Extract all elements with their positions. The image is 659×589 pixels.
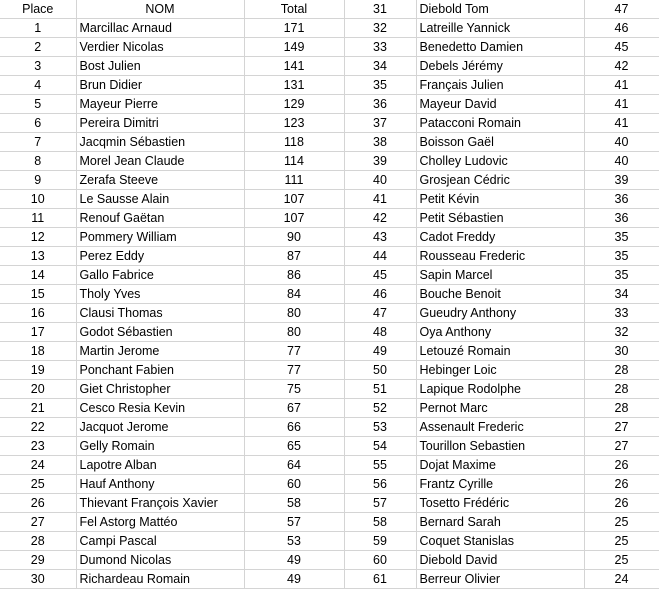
total-cell[interactable]: 49 [244,570,344,589]
table-row [0,133,659,152]
place-cell[interactable]: 52 [344,399,416,418]
table-row [0,342,659,361]
place-cell[interactable]: 36 [344,95,416,114]
name-cell[interactable]: Coquet Stanislas [416,532,584,551]
name-cell[interactable]: Français Julien [416,76,584,95]
table-row [0,247,659,266]
name-cell[interactable]: Patacconi Romain [416,114,584,133]
place-cell[interactable]: 2 [0,38,76,57]
name-cell[interactable]: Bost Julien [76,57,244,76]
name-cell[interactable]: Pernot Marc [416,399,584,418]
place-cell[interactable]: 32 [344,19,416,38]
place-cell[interactable]: 22 [0,418,76,437]
name-cell[interactable]: Cholley Ludovic [416,152,584,171]
name-cell[interactable]: Boisson Gaël [416,133,584,152]
total-cell[interactable]: 77 [244,361,344,380]
name-cell[interactable]: Thievant François Xavier [76,494,244,513]
place-cell[interactable]: 23 [0,437,76,456]
place-cell[interactable]: 48 [344,323,416,342]
place-cell[interactable]: 56 [344,475,416,494]
total-cell[interactable]: 36 [584,209,659,228]
table-row [0,399,659,418]
place-cell[interactable]: 3 [0,57,76,76]
name-cell[interactable]: Berreur Olivier [416,570,584,589]
total-cell[interactable]: 41 [584,114,659,133]
table-row [0,266,659,285]
total-cell[interactable]: 27 [584,418,659,437]
name-cell[interactable]: Godot Sébastien [76,323,244,342]
place-cell[interactable]: 60 [344,551,416,570]
place-cell[interactable]: 14 [0,266,76,285]
name-cell[interactable]: Richardeau Romain [76,570,244,589]
name-cell[interactable]: Tholy Yves [76,285,244,304]
name-cell[interactable]: Diebold Tom [416,0,584,19]
table-row [0,551,659,570]
name-cell[interactable]: Marcillac Arnaud [76,19,244,38]
name-cell[interactable]: Bernard Sarah [416,513,584,532]
total-cell[interactable]: 40 [584,152,659,171]
place-cell[interactable]: 11 [0,209,76,228]
total-cell[interactable]: 80 [244,304,344,323]
name-cell[interactable]: Fel Astorg Mattéo [76,513,244,532]
table-row [0,361,659,380]
place-cell[interactable]: 61 [344,570,416,589]
total-cell[interactable]: 25 [584,551,659,570]
total-cell[interactable]: 25 [584,532,659,551]
total-cell[interactable]: 39 [584,171,659,190]
total-cell[interactable]: 86 [244,266,344,285]
total-cell[interactable]: 80 [244,323,344,342]
total-cell[interactable]: 47 [584,0,659,19]
place-cell[interactable]: 31 [344,0,416,19]
total-cell[interactable]: 32 [584,323,659,342]
table-row [0,114,659,133]
table-row [0,570,659,589]
table-row [0,285,659,304]
name-cell[interactable]: Hebinger Loic [416,361,584,380]
place-cell[interactable]: 42 [344,209,416,228]
name-cell[interactable]: Petit Sébastien [416,209,584,228]
name-cell[interactable]: Pereira Dimitri [76,114,244,133]
header-nom[interactable]: NOM [76,0,244,19]
place-cell[interactable]: 21 [0,399,76,418]
name-cell[interactable]: Oya Anthony [416,323,584,342]
table-row [0,418,659,437]
total-cell[interactable]: 57 [244,513,344,532]
table-row [0,95,659,114]
total-cell[interactable]: 45 [584,38,659,57]
name-cell[interactable]: Dojat Maxime [416,456,584,475]
name-cell[interactable]: Assenault Frederic [416,418,584,437]
total-cell[interactable]: 149 [244,38,344,57]
table-row [0,532,659,551]
name-cell[interactable]: Jacquot Jerome [76,418,244,437]
total-cell[interactable]: 26 [584,475,659,494]
total-cell[interactable]: 35 [584,228,659,247]
header-place[interactable]: Place [0,0,76,19]
name-cell[interactable]: Perez Eddy [76,247,244,266]
name-cell[interactable]: Ponchant Fabien [76,361,244,380]
total-cell[interactable]: 49 [244,551,344,570]
total-cell[interactable]: 34 [584,285,659,304]
place-cell[interactable]: 1 [0,19,76,38]
total-cell[interactable]: 141 [244,57,344,76]
place-cell[interactable]: 55 [344,456,416,475]
name-cell[interactable]: Pommery William [76,228,244,247]
name-cell[interactable]: Letouzé Romain [416,342,584,361]
name-cell[interactable]: Dumond Nicolas [76,551,244,570]
total-cell[interactable]: 26 [584,494,659,513]
header-total[interactable]: Total [244,0,344,19]
place-cell[interactable]: 39 [344,152,416,171]
name-cell[interactable]: Diebold David [416,551,584,570]
name-cell[interactable]: Frantz Cyrille [416,475,584,494]
name-cell[interactable]: Cadot Freddy [416,228,584,247]
place-cell[interactable]: 45 [344,266,416,285]
place-cell[interactable]: 15 [0,285,76,304]
table-row [0,513,659,532]
total-cell[interactable]: 41 [584,76,659,95]
table-row [0,38,659,57]
place-cell[interactable]: 38 [344,133,416,152]
name-cell[interactable]: Tourillon Sebastien [416,437,584,456]
table-row [0,228,659,247]
table-row [0,19,659,38]
table-row [0,380,659,399]
place-cell[interactable]: 44 [344,247,416,266]
total-cell[interactable]: 30 [584,342,659,361]
place-cell[interactable]: 33 [344,38,416,57]
total-cell[interactable]: 171 [244,19,344,38]
total-cell[interactable]: 28 [584,361,659,380]
place-cell[interactable]: 47 [344,304,416,323]
total-cell[interactable]: 35 [584,247,659,266]
total-cell[interactable]: 111 [244,171,344,190]
place-cell[interactable]: 26 [0,494,76,513]
place-cell[interactable]: 37 [344,114,416,133]
name-cell[interactable]: Giet Christopher [76,380,244,399]
name-cell[interactable]: Hauf Anthony [76,475,244,494]
name-cell[interactable]: Morel Jean Claude [76,152,244,171]
total-cell[interactable]: 27 [584,437,659,456]
place-cell[interactable]: 8 [0,152,76,171]
total-cell[interactable]: 26 [584,456,659,475]
total-cell[interactable]: 107 [244,190,344,209]
table-row [0,57,659,76]
place-cell[interactable]: 57 [344,494,416,513]
total-cell[interactable]: 28 [584,380,659,399]
place-cell[interactable]: 28 [0,532,76,551]
table-row [0,494,659,513]
place-cell[interactable]: 7 [0,133,76,152]
name-cell[interactable]: Campi Pascal [76,532,244,551]
table-row [0,171,659,190]
total-cell[interactable]: 129 [244,95,344,114]
place-cell[interactable]: 4 [0,76,76,95]
place-cell[interactable]: 20 [0,380,76,399]
place-cell[interactable]: 12 [0,228,76,247]
place-cell[interactable]: 19 [0,361,76,380]
place-cell[interactable]: 9 [0,171,76,190]
table-row [0,190,659,209]
place-cell[interactable]: 13 [0,247,76,266]
total-cell[interactable]: 60 [244,475,344,494]
place-cell[interactable]: 50 [344,361,416,380]
total-cell[interactable]: 33 [584,304,659,323]
name-cell[interactable]: Clausi Thomas [76,304,244,323]
table-row [0,323,659,342]
place-cell[interactable]: 10 [0,190,76,209]
name-cell[interactable]: Debels Jérémy [416,57,584,76]
place-cell[interactable]: 18 [0,342,76,361]
place-cell[interactable]: 17 [0,323,76,342]
place-cell[interactable]: 40 [344,171,416,190]
place-cell[interactable]: 30 [0,570,76,589]
total-cell[interactable]: 42 [584,57,659,76]
total-cell[interactable]: 40 [584,133,659,152]
total-cell[interactable]: 75 [244,380,344,399]
place-cell[interactable]: 5 [0,95,76,114]
name-cell[interactable]: Gelly Romain [76,437,244,456]
place-cell[interactable]: 58 [344,513,416,532]
total-cell[interactable]: 64 [244,456,344,475]
name-cell[interactable]: Benedetto Damien [416,38,584,57]
place-cell[interactable]: 59 [344,532,416,551]
total-cell[interactable]: 65 [244,437,344,456]
table-row [0,437,659,456]
name-cell[interactable]: Gallo Fabrice [76,266,244,285]
name-cell[interactable]: Latreille Yannick [416,19,584,38]
total-cell[interactable]: 123 [244,114,344,133]
total-cell[interactable]: 114 [244,152,344,171]
table-row [0,456,659,475]
name-cell[interactable]: Verdier Nicolas [76,38,244,57]
table-row [0,304,659,323]
name-cell[interactable]: Mayeur Pierre [76,95,244,114]
total-cell[interactable]: 66 [244,418,344,437]
place-cell[interactable]: 16 [0,304,76,323]
total-cell[interactable]: 58 [244,494,344,513]
total-cell[interactable]: 36 [584,190,659,209]
place-cell[interactable]: 43 [344,228,416,247]
name-cell[interactable]: Lapique Rodolphe [416,380,584,399]
place-cell[interactable]: 41 [344,190,416,209]
place-cell[interactable]: 53 [344,418,416,437]
name-cell[interactable]: Gueudry Anthony [416,304,584,323]
place-cell[interactable]: 49 [344,342,416,361]
table-row [0,76,659,95]
place-cell[interactable]: 6 [0,114,76,133]
place-cell[interactable]: 34 [344,57,416,76]
place-cell[interactable]: 27 [0,513,76,532]
header-row [0,0,659,19]
total-cell[interactable]: 53 [244,532,344,551]
place-cell[interactable]: 25 [0,475,76,494]
table-row [0,209,659,228]
name-cell[interactable]: Zerafa Steeve [76,171,244,190]
name-cell[interactable]: Sapin Marcel [416,266,584,285]
total-cell[interactable]: 90 [244,228,344,247]
total-cell[interactable]: 77 [244,342,344,361]
name-cell[interactable]: Brun Didier [76,76,244,95]
total-cell[interactable]: 118 [244,133,344,152]
total-cell[interactable]: 46 [584,19,659,38]
total-cell[interactable]: 24 [584,570,659,589]
total-cell[interactable]: 131 [244,76,344,95]
name-cell[interactable]: Mayeur David [416,95,584,114]
total-cell[interactable]: 67 [244,399,344,418]
total-cell[interactable]: 87 [244,247,344,266]
table-row [0,475,659,494]
total-cell[interactable]: 107 [244,209,344,228]
place-cell[interactable]: 51 [344,380,416,399]
name-cell[interactable]: Jacqmin Sébastien [76,133,244,152]
place-cell[interactable]: 29 [0,551,76,570]
name-cell[interactable]: Tosetto Frédéric [416,494,584,513]
place-cell[interactable]: 24 [0,456,76,475]
total-cell[interactable]: 35 [584,266,659,285]
name-cell[interactable]: Lapotre Alban [76,456,244,475]
name-cell[interactable]: Bouche Benoit [416,285,584,304]
name-cell[interactable]: Rousseau Frederic [416,247,584,266]
place-cell[interactable]: 46 [344,285,416,304]
name-cell[interactable]: Renouf Gaëtan [76,209,244,228]
total-cell[interactable]: 25 [584,513,659,532]
table-row [0,152,659,171]
total-cell[interactable]: 84 [244,285,344,304]
name-cell[interactable]: Martin Jerome [76,342,244,361]
place-cell[interactable]: 35 [344,76,416,95]
place-cell[interactable]: 54 [344,437,416,456]
total-cell[interactable]: 28 [584,399,659,418]
name-cell[interactable]: Cesco Resia Kevin [76,399,244,418]
name-cell[interactable]: Petit Kévin [416,190,584,209]
name-cell[interactable]: Grosjean Cédric [416,171,584,190]
name-cell[interactable]: Le Sausse Alain [76,190,244,209]
total-cell[interactable]: 41 [584,95,659,114]
